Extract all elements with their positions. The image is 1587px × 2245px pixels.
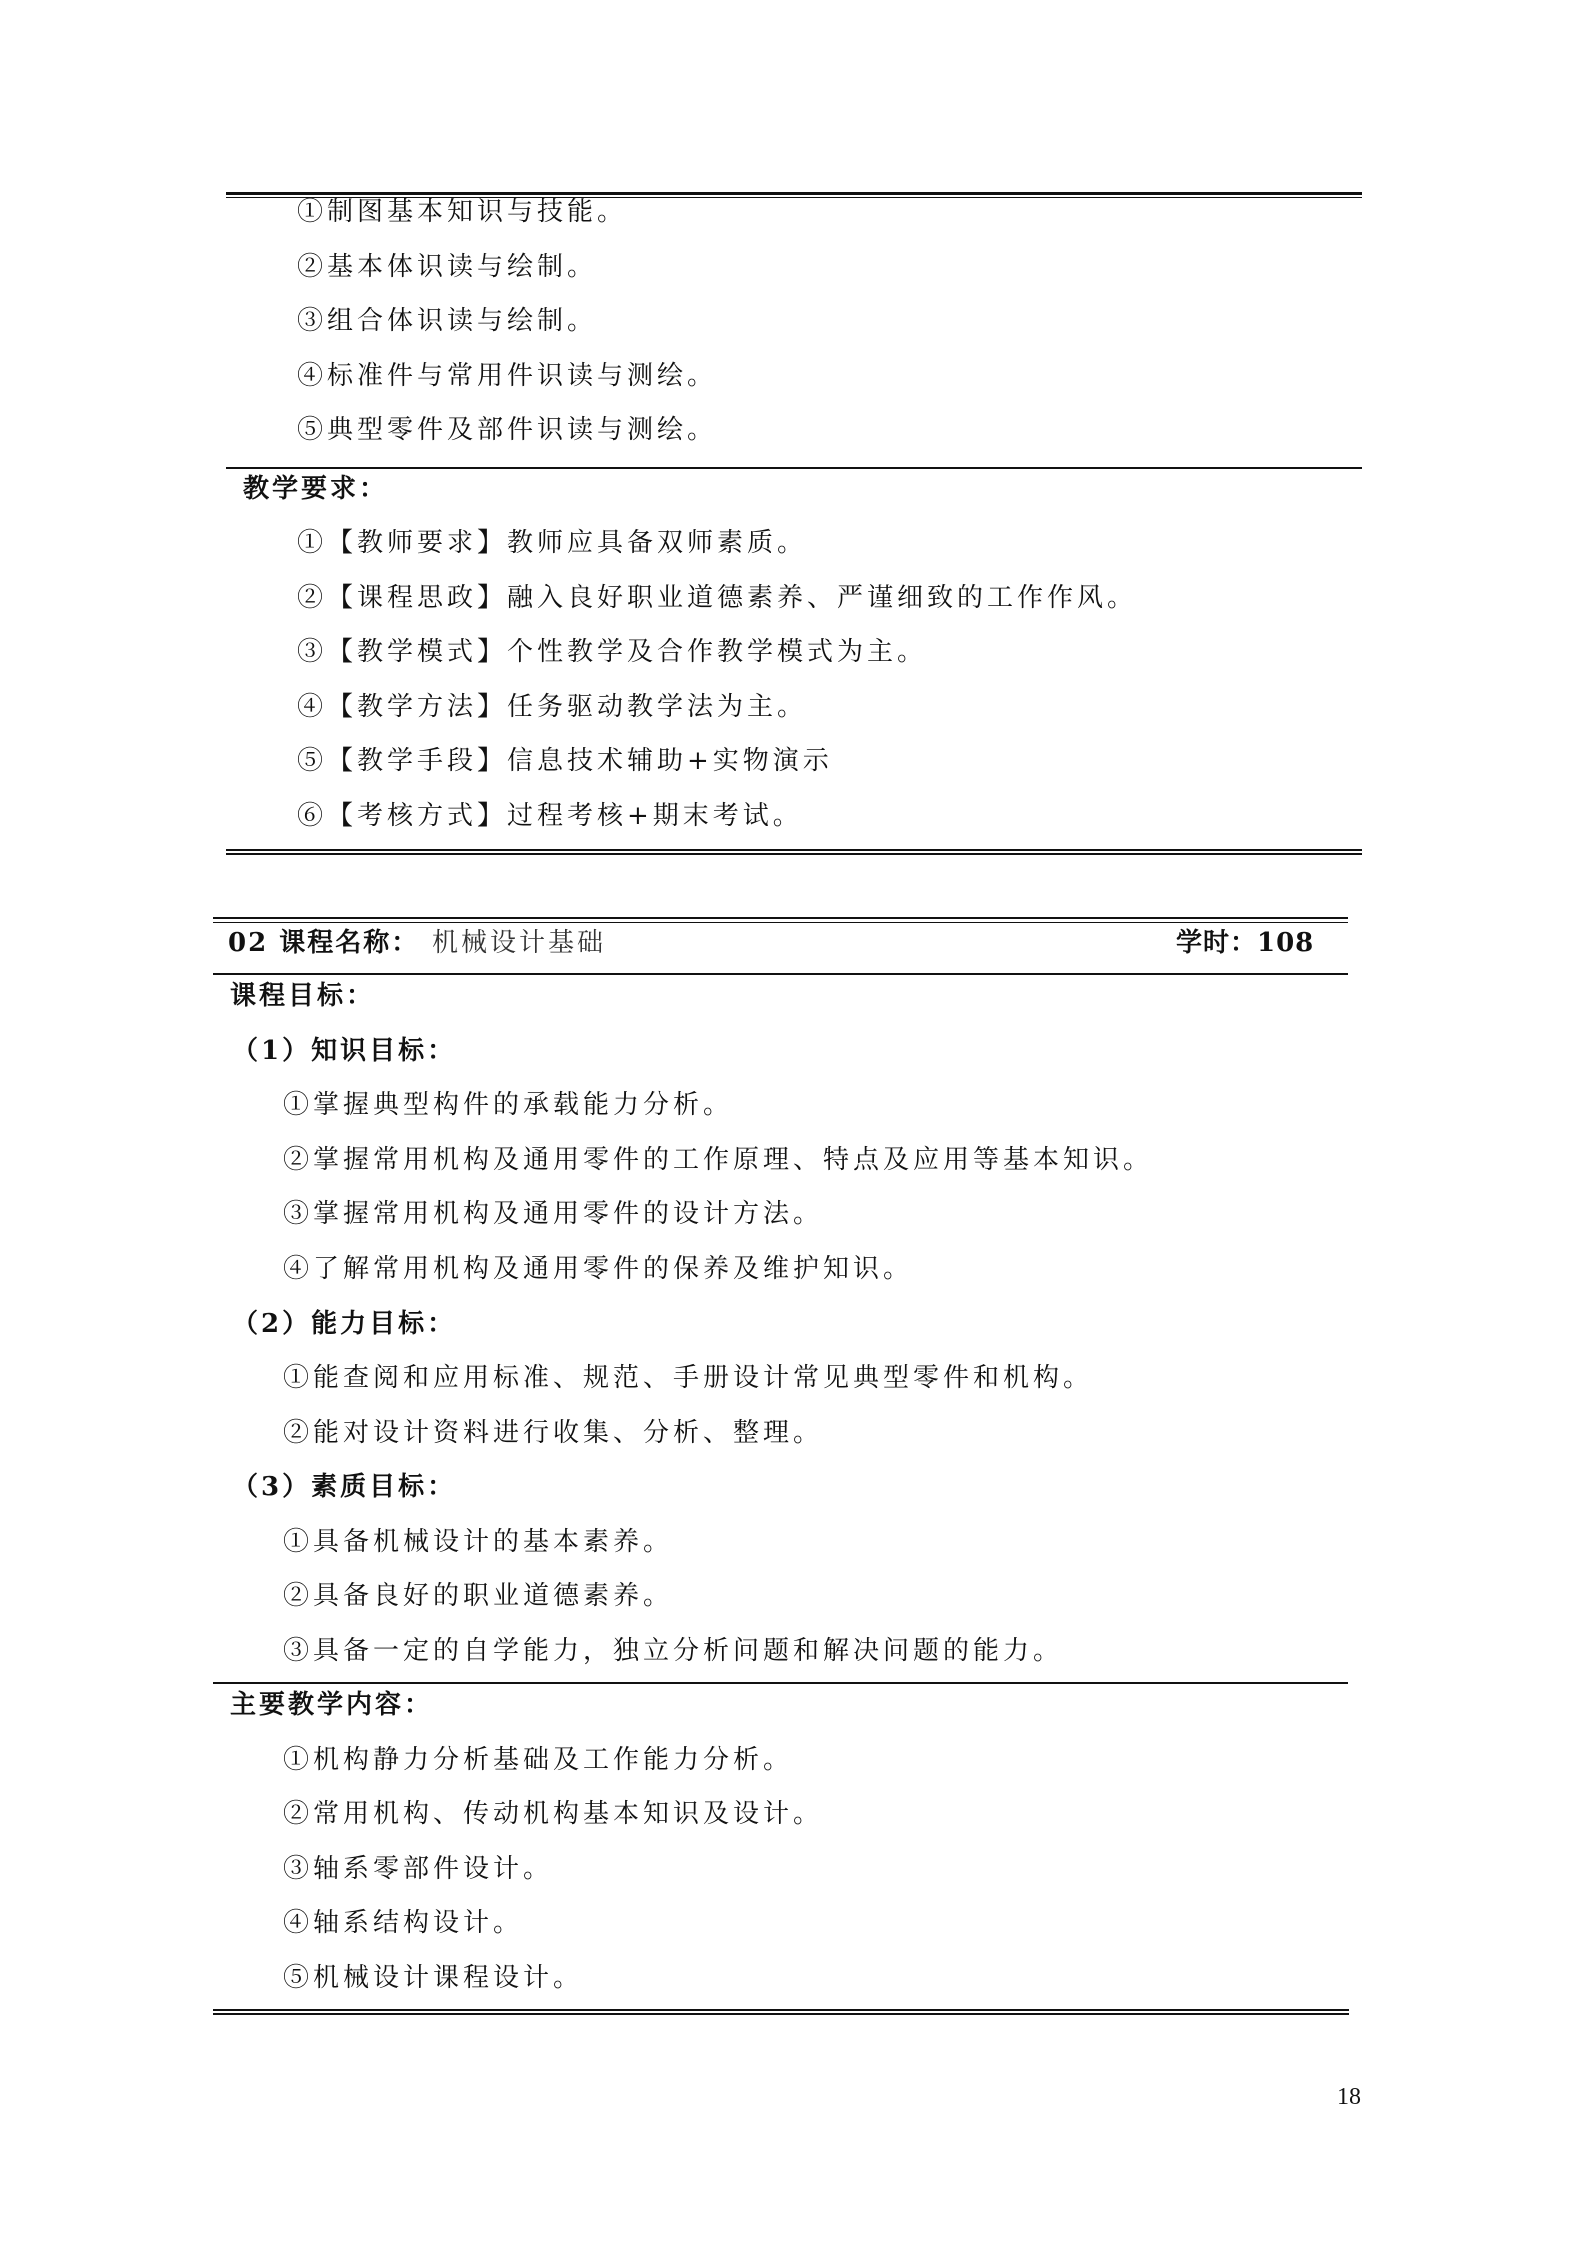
requirements-heading: 教学要求：	[243, 474, 389, 504]
section1-divider	[226, 467, 1362, 469]
list-item: ②能对设计资料进行收集、分析、整理。	[283, 1418, 824, 1448]
knowledge-heading: （1）知识目标：	[232, 1036, 457, 1066]
ability-heading: （2）能力目标：	[232, 1309, 457, 1339]
list-item: ④了解常用机构及通用零件的保养及维护知识。	[283, 1254, 914, 1284]
course-header-divider	[213, 973, 1348, 975]
objectives-heading: 课程目标：	[230, 981, 376, 1011]
list-item: ⑤【教学手段】信息技术辅助+实物演示	[297, 746, 833, 776]
list-item: ④【教学方法】任务驱动教学法为主。	[297, 692, 808, 722]
list-item: ②掌握常用机构及通用零件的工作原理、特点及应用等基本知识。	[283, 1145, 1154, 1175]
course-number-label: 02 课程名称：	[228, 928, 420, 958]
list-item: ②基本体识读与绘制。	[297, 252, 598, 282]
list-item: ④标准件与常用件识读与测绘。	[297, 361, 718, 391]
list-item: ⑥【考核方式】过程考核+期末考试。	[297, 801, 803, 831]
section2-top-rule	[213, 917, 1348, 923]
content-divider	[213, 1682, 1348, 1684]
list-item: ③组合体识读与绘制。	[297, 306, 598, 336]
quality-heading: （3）素质目标：	[232, 1472, 457, 1502]
list-item: ①【教师要求】教师应具备双师素质。	[297, 528, 808, 558]
list-item: ⑤机械设计课程设计。	[283, 1963, 584, 1993]
section2-bottom-rule	[213, 2009, 1349, 2015]
list-item: ③轴系零部件设计。	[283, 1854, 554, 1884]
list-item: ⑤典型零件及部件识读与测绘。	[297, 415, 718, 445]
list-item: ②具备良好的职业道德素养。	[283, 1581, 674, 1611]
list-item: ①机构静力分析基础及工作能力分析。	[283, 1745, 794, 1775]
page-number: 18	[1337, 2084, 1361, 2110]
list-item: ②【课程思政】融入良好职业道德素养、严谨细致的工作作风。	[297, 583, 1138, 613]
content-heading: 主要教学内容：	[230, 1690, 434, 1720]
course-name: 机械设计基础	[432, 928, 607, 958]
section1-bottom-rule	[226, 849, 1362, 855]
list-item: ①能查阅和应用标准、规范、手册设计常见典型零件和机构。	[283, 1363, 1094, 1393]
course-hours: 学时：108	[1176, 928, 1315, 958]
list-item: ④轴系结构设计。	[283, 1908, 524, 1938]
list-item: ③具备一定的自学能力，独立分析问题和解决问题的能力。	[283, 1636, 1064, 1666]
list-item: ①具备机械设计的基本素养。	[283, 1527, 674, 1557]
list-item: ③掌握常用机构及通用零件的设计方法。	[283, 1199, 824, 1229]
list-item: ②常用机构、传动机构基本知识及设计。	[283, 1799, 824, 1829]
list-item: ①制图基本知识与技能。	[297, 197, 628, 227]
list-item: ①掌握典型构件的承载能力分析。	[283, 1090, 734, 1120]
list-item: ③【教学模式】个性教学及合作教学模式为主。	[297, 637, 928, 667]
